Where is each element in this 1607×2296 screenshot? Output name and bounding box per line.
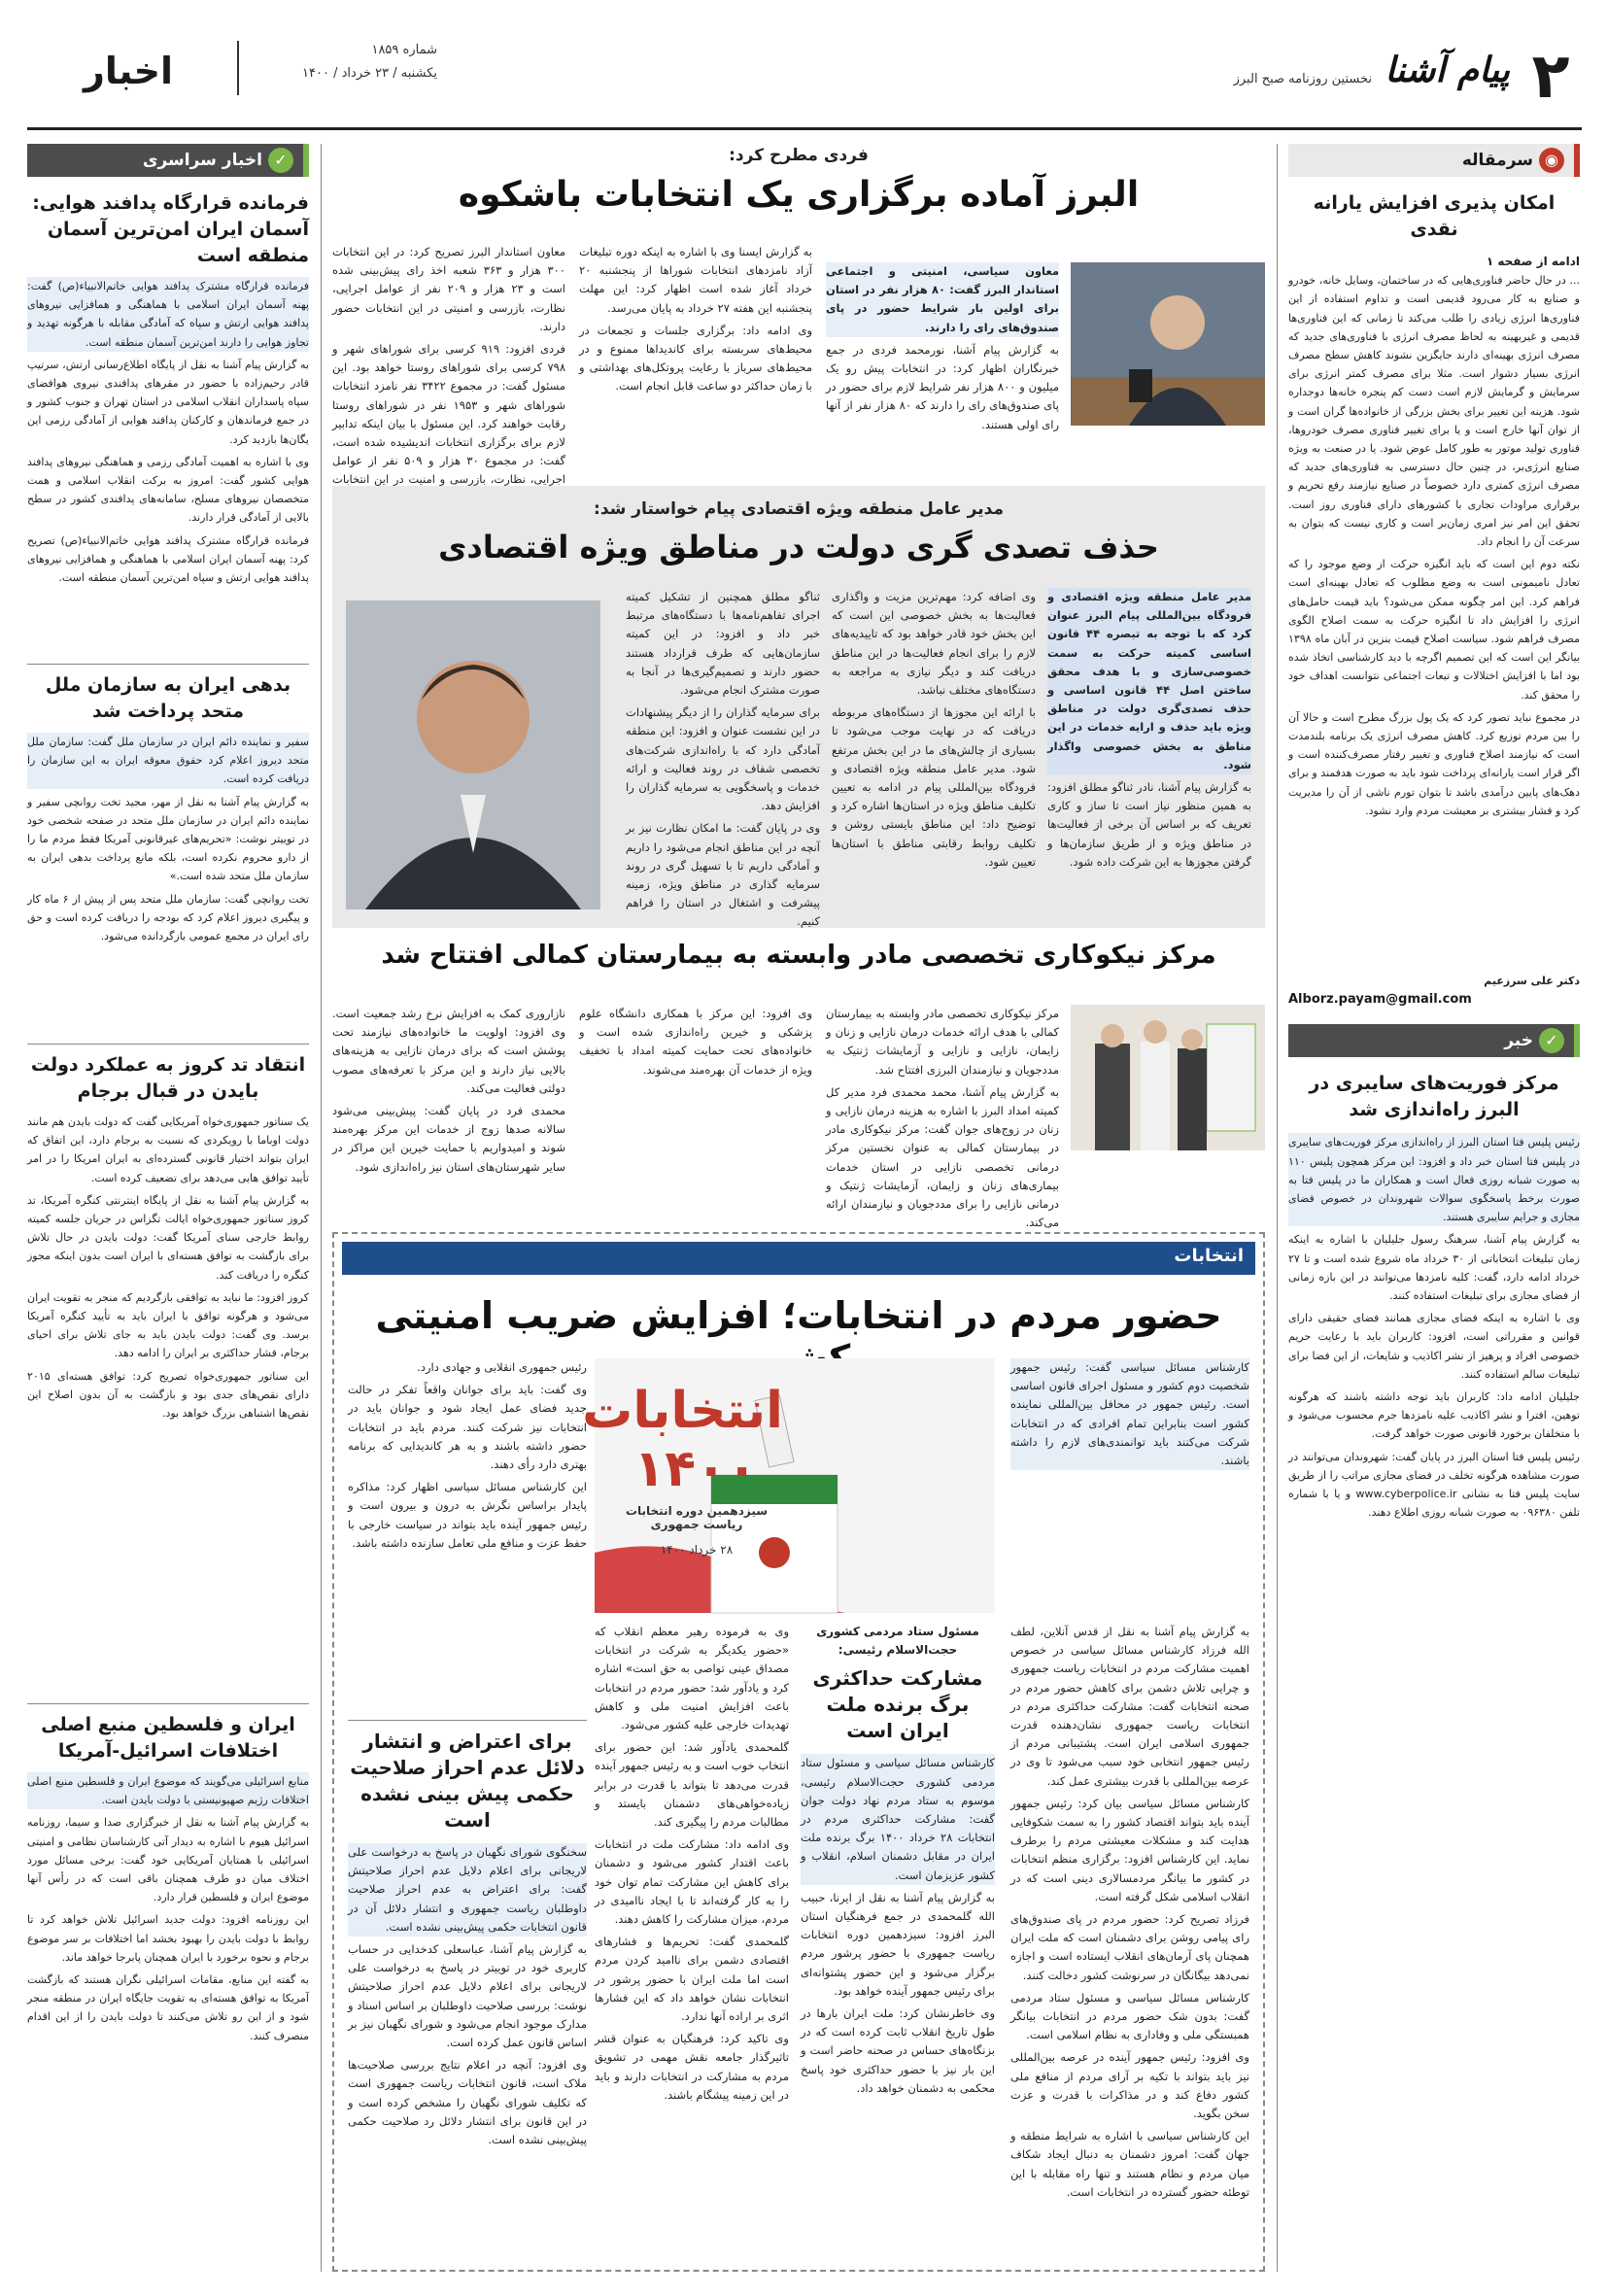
elections-paragraph: کارشناس مسائل سیاسی بیان کرد: رئیس جمهور آینده باید بتواند اقتصاد کشور را به سمت شکوفایی هدایت کند و مشکلات معیشتی مردم را برطرف نماید. این کارشناس افزود: برگزاری منظم انتخابات در کشور ما بیانگر مردمسالاری دینی است که در انقلاب اسلامی شکل گرفته است. [1010, 1796, 1249, 1903]
elections-paragraph: وی به فرموده رهبر معظم انقلاب که «حضور یکدیگر به شرکت در انتخابات مصداق عینی تواصی به حق است» اشاره کرد و یادآور شد: حضور مردم در انتخابات باعث افزایش امنیت ملی و کاهش تهدیدات خارجی علیه کشور می‌شود. [595, 1625, 789, 1732]
un-debt-body [27, 733, 309, 1036]
elections-box [332, 1232, 1265, 2272]
lead-story [332, 146, 1265, 487]
elections-label-bar [342, 1242, 1255, 1275]
airdefense-paragraph: فرمانده قرارگاه مشترک پدافند هوایی خاتم‌الانبیاء(ص) تصریح کرد: پهنه آسمان ایران اسلامی با هماهنگی و همافزایی نیروهای پدافند هوایی ارتش و سپاه امن‌ترین آسمان منطقه است. [27, 533, 309, 585]
elections-paragraph: این کارشناس سیاسی با اشاره به شرایط منطقه و جهان گفت: امروز دشمنان به دنبال ایجاد شکاف میان مردم و نظام هستند و تنها راه مقابله با این توطئه حضور گسترده در انتخابات است. [1010, 2129, 1249, 2199]
lead-paragraph: وی ادامه داد: برگزاری جلسات و تجمعات در محیط‌های سربسته برای کاندیداها ممنوع و در محیط‌های سرباز با رعایت پروتکل‌های بهداشتی و با زمان حداکثر دو ساعت قابل انجام است. [579, 323, 812, 394]
lead-col-2 [579, 243, 812, 466]
cruz-title: انتقاد تد کروز به عملکرد دولت بایدن در قبال برجام [30, 1054, 306, 1102]
page-number: ۲ [1531, 41, 1570, 113]
airdefense-paragraph: به گزارش پیام آشنا به نقل از پایگاه اطلاع‌رسانی ارتش، سرتیپ قادر رحیم‌زاده با حضور در مقرهای پدافندی نیروی هوافضای سپاه پاسداران انقلاب اسلامی در استان تهران و جنوب کشور و در جمع فرماندهان و کارکنان پدافند هوایی از آمادگی رزمی این یگان‌ها بازدید کرد. [27, 358, 309, 446]
elections-center-col [595, 1623, 789, 2254]
economic-photo [346, 600, 600, 909]
qualification-body [348, 1843, 587, 2251]
issue-number: شماره ۱۸۵۹ [371, 43, 437, 57]
ivf-title: مرکز نیکوکاری تخصصی مادر وابسته به بیمارستان کمالی افتتاح شد [381, 941, 1216, 970]
lead-intro: معاون سیاسی، امنیتی و اجتماعی استاندار البرز گفت: ۸۰ هزار نفر در استان برای اولین بار شرایط حضور در پای صندوق‌های رای را دارند. [826, 262, 1059, 337]
elections-paragraph: فرزاد تصریح کرد: حضور مردم در پای صندوق‌های رای پیامی روشن برای دشمنان است که ملت ایران همچنان پای آرمان‌های انقلاب ایستاده است و اجازه نمی‌دهد بیگانگان در سرنوشت کشور دخالت کنند. [1010, 1912, 1249, 1982]
participation-paragraph: به گزارش پیام آشنا به نقل از ایرنا، حبیب الله گلمحمدی در جمع فرهنگیان استان البرز افزود: سیزدهمین دوره انتخابات ریاست جمهوری با حضور پرشور مردم برگزار می‌شود و این حضور پشتوانه‌ای برای رئیس جمهور آینده خواهد بود. [801, 1890, 995, 1998]
elections-intro: کارشناس مسائل سیاسی گفت: رئیس جمهور شخصیت دوم کشور و مسئول اجرای قانون اساسی است. رئیس جمهور در محافل بین‌المللی نماینده کشور است بنابراین تمام افرادی که در انتخابات شرکت می‌کنند باید توانمندی‌های لازم را داشته باشند. [1010, 1358, 1249, 1470]
elections-title: حضور مردم در انتخابات؛ افزایش ضریب امنیتی [375, 1294, 1222, 1337]
cyber-paragraph: وی با اشاره به اینکه فضای مجازی همانند فضای حقیقی دارای قوانین و مقرراتی است، افزود: کاربران باید با رعایت حریم خصوصی افراد و پرهیز از نشر اکاذیب و شایعات، از این فضا برای تبلیغات سالم استفاده کنند. [1288, 1312, 1580, 1381]
elections-paragraph: وی ادامه داد: مشارکت ملت در انتخابات باعث اقتدار کشور می‌شود و دشمنان برای کاهش این مشارکت تمام توان خود را به کار گرفته‌اند تا با ایجاد ناامیدی در مردم، میزان مشارکت را کاهش دهند. [595, 1837, 789, 1927]
issue-date: یکشنبه / ۲۳ خرداد / ۱۴۰۰ [302, 66, 437, 81]
editorial-body [1288, 271, 1580, 966]
airdefense-title: فرمانده قرارگاه پدافند هوایی: آسمان ایران امن‌ترین آسمان منطقه است [32, 192, 309, 266]
masthead-tagline: نخستین روزنامه صبح البرز [1233, 72, 1372, 86]
cruz-paragraph: به گزارش پیام آشنا به نقل از پایگاه اینترنتی کنگره آمریکا، تد کروز سناتور جمهوری‌خواه ایالت تگزاس در جریان جلسه کمیته روابط خارجی سنای آمریکا گفت: دولت بایدن در حال تلاش برای بازگشت به توافق هسته‌ای با ایران است بدون اینکه مجوز کنگره را دریافت کند. [27, 1193, 309, 1282]
cyber-lead: رئیس پلیس فتا استان البرز از راه‌اندازی مرکز فوریت‌های سایبری در پلیس فتا استان خبر داد و افزود: این مرکز همچون پلیس ۱۱۰ به صورت شبانه روزی فعال است و همکاران ما در پلیس فتا به صورت برخط پاسخگوی سوالات شهروندان در خصوص فضای مجازی و جرایم سایبری هستند. [1288, 1133, 1580, 1226]
elections-paragraph: کارشناس مسائل سیاسی و مسئول ستاد مردمی گفت: بدون شک حضور مردم در انتخابات بیانگر همبستگی ملی و وفاداری به نظام اسلامی است. [1010, 1990, 1249, 2042]
participation-title: مشارکت حداکثری برگ برنده ملت ایران است [812, 1666, 983, 1743]
cyber-body [1288, 1133, 1580, 2124]
right-column [1288, 144, 1580, 2272]
qualification-paragraph: به گزارش پیام آشنا، عباسعلی کدخدایی در حساب کاربری خود در توییتر در پاسخ به درخواست علی لاریجانی برای اعلام دلایل عدم احراز صلاحیتش نوشت: بررسی صلاحیت داوطلبان بر اساس اسناد و مدارک موجود انجام می‌شود و شورای نگهبان نیز بر اساس قانون عمل کرده است. [348, 1942, 587, 2050]
editorial-author: دکتر علی سرزعیم [1484, 975, 1580, 988]
un-debt-title: بدهی ایران به سازمان ملل متحد پرداخت شد [45, 674, 291, 722]
elections-paragraph: وی تاکید کرد: فرهنگیان به عنوان قشر تاثیرگذار جامعه نقش مهمی در تشویق مردم به مشارکت در انتخابات دارند و باید در این زمینه پیشگام باشند. [595, 2032, 789, 2102]
qualification-lead: سخنگوی شورای نگهبان در پاسخ به درخواست علی لاریجانی برای اعلام دلایل عدم احراز صلاحیتش گفت: برای اعتراض به عدم احراز صلاحیت داوطلبان ریاست جمهوری و انتشار دلائل آن در قانون انتخابات حکمی پیش‌بینی نشده است. [348, 1843, 587, 1936]
masthead-divider [237, 41, 239, 95]
ivf-paragraph: مرکز نیکوکاری تخصصی مادر وابسته به بیمارستان کمالی با هدف ارائه خدمات درمان نازایی و زنان و زایمان، نازایی و نازایی و آزمایشات ژنتیک به مددجویان و نیازمندان البرزی افتتاح شد. [826, 1007, 1059, 1077]
un-debt-paragraph: به گزارش پیام آشنا به نقل از مهر، مجید تخت روانچی سفیر و نماینده دائم ایران در سازمان ملل متحد در صفحه شخصی خود در توییتر نوشت: «تحریم‌های غیرقانونی آمریکا فقط مردم ما را از دارو محروم نکرده است، بلکه مانع پرداخت بدهی ایران به سازمان ملل متحد شده است.» [27, 795, 309, 883]
column-rule [1277, 144, 1278, 2272]
airdefense-body [27, 277, 309, 656]
poster-text: انتخابات ۱۴۰۰ [582, 1382, 783, 1498]
elections-label: انتخابات [1174, 1246, 1244, 1266]
elections-right-col [1010, 1623, 1249, 2254]
editorial-label: ◉سرمقاله [1288, 144, 1580, 177]
economic-zones-story [332, 486, 1265, 928]
lead-paragraph: به گزارش ایسنا وی با اشاره به اینکه دوره تبلیغات آزاد نامزدهای انتخابات شوراها از پنجشنبه ۲۰ خرداد آغاز شده است اظهار کرد: این مهلت پنجشنبه این هفته ۲۷ خرداد به پایان می‌رسد. [579, 245, 812, 315]
lead-paragraph: فردی افزود: ۹۱۹ کرسی برای شوراهای شهر و ۷۹۸ کرسی برای شوراهای روستا خواهد بود. این مسئول گفت: در مجموع ۳۴۲۲ نفر نامزد انتخابات شوراهای شهر و ۱۹۵۳ نفر در شوراهای روستا رقابت خواهند کرد. این مسئول با بیان اینکه تدابیر لازم برای برگزاری انتخابات اندیشیده شده است، گفت: در مجموع ۳۰ هزار و ۵۰۹ نفر از عوامل اجرایی، نظارت، بازرسی و امنیت در این انتخابات [332, 342, 565, 487]
participation-kicker: مسئول ستاد مردمی کشوری حجت‌الاسلام رئیسی: [816, 1625, 979, 1658]
participation-paragraph: وی خاطرنشان کرد: ملت ایران بارها در طول تاریخ انقلاب ثابت کرده است که در بزنگاه‌های حساس در صحنه حاضر است و این بار نیز با حضور حداکثری خود پاسخ محکمی به دشمنان خواهد داد. [801, 2006, 995, 2095]
news-label: ✓خبر [1288, 1024, 1580, 1057]
check-icon: ✓ [268, 148, 293, 173]
israel-us-paragraph: به گزارش پیام آشنا به نقل از خبرگزاری صدا و سیما، روزنامه اسرائیل هیوم با اشاره به دیدار آتی کارشناسان نظامی و امنیتی اسرائیلی با همتایان آمریکایی خود گفت: برخی مسائل مورد اختلاف میان دو طرف همچنان باقی است که در رأس آنها موضوع ایران و فلسطین قرار دارد. [27, 1816, 309, 1904]
economic-col-3 [626, 588, 820, 929]
cyber-paragraph: به گزارش پیام آشنا، سرهنگ رسول جلیلیان با اشاره به اینکه زمان تبلیغات انتخاباتی از ۳۰ خرداد ماه شروع شده است و تا ۲۷ خرداد ادامه دارد، گفت: کلیه نامزدها می‌توانند در این بازه زمانی از فضای مجازی برای تبلیغات استفاده کنند. [1288, 1233, 1580, 1303]
elections-paragraph: گلمحمدی یادآور شد: این حضور برای انتخاب خوب است و به رئیس جمهور آینده قدرت می‌دهد تا بتواند با قدرت در برابر زیاده‌خواهی‌های دشمنان بایستد و مطالبات مردم را پیگیری کند. [595, 1740, 789, 1830]
divider [348, 1720, 587, 1721]
ivf-paragraph: به گزارش پیام آشنا، محمد محمدی فرد مدیر کل کمیته امداد البرز با اشاره به هزینه درمان نازایی و زنان در زوج‌های جوان گفت: مرکز نیکوکاری مادر در بیمارستان کمالی به عنوان نخستین مرکز درمانی تخصصی نازایی در استان خدمات بیماری‌های زنان و زایمان، آزمایشات ژنتیک و درمانی نازایی را برای مددجویان و نیازمندان ارائه می‌کند. [826, 1084, 1059, 1230]
israel-us-lead: منابع اسرائیلی می‌گویند که موضوع ایران و فلسطین منبع اصلی اختلافات رژیم صهیونیستی با دولت بایدن است. [27, 1772, 309, 1809]
ivf-paragraph: نازاروری کمک به افزایش نرخ رشد جمعیت است. وی افزود: اولویت ما خانواده‌های نیازمند تحت پوشش است که برای درمان نازایی به هزینه‌های بالایی نیاز دارند و این مرکز با تعرفه‌های مصوب دولتی فعالیت می‌کند. [332, 1007, 565, 1095]
ivf-photo [1071, 1005, 1265, 1150]
un-debt-lead: سفیر و نماینده دائم ایران در سازمان ملل گفت: سازمان ملل متحد دیروز اعلام کرد حقوق معوقه ایران به این سازمان را دریافت کرده است. [27, 733, 309, 789]
editorial-paragraph: در مجموع نباید تصور کرد که یک پول بزرگ مطرح است و حالا آن را بین مردم توزیع کرد. کاهش مصرف انرژی یک برنامه بلندمدت است که نیازمند اصلاح فناوری و تغییر رفتار مصرف‌کننده است و اگر قرار است یارانه‌ای پرداخت شود باید به صورت هدفمند و برای دهک‌های پایین درآمدی باشد تا بتوان تورم ناشی از آن را مدیریت کرد و فشار بیشتری بر معیشت مردم وارد نشود. [1288, 710, 1580, 817]
poster-date: ۲۸ خرداد ۱۴۰۰ [660, 1543, 734, 1557]
poster-sub: سیزدهمین دوره انتخابات ریاست جمهوری [625, 1504, 769, 1531]
elections-paragraph: وی افزود: رئیس جمهور آینده در عرصه بین‌المللی نیز باید بتواند با تکیه بر آرای مردم از منافع ملی کشور دفاع کند و در مذاکرات با قدرت و عزت سخن بگوید. [1010, 2050, 1249, 2121]
cyber-title: مرکز فوریت‌های سایبری در البرز راه‌اندازی شد [1309, 1073, 1559, 1121]
ivf-paragraph: وی افزود: این مرکز با همکاری دانشگاه علوم پزشکی و خیرین راه‌اندازی شده است و خانواده‌های تحت حمایت کمیته امداد با تخفیف ویژه از خدمات آن بهره‌مند می‌شوند. [579, 1007, 812, 1077]
elections-left-col [348, 1358, 587, 1708]
ivf-col-1 [826, 1005, 1059, 1230]
editorial-icon: ◉ [1539, 148, 1564, 173]
masthead-logo: پیام آشنا [1385, 50, 1510, 90]
elections-paragraph: رئیس جمهوری انقلابی و جهادی دارد. [417, 1360, 587, 1374]
lead-paragraph: به گزارش پیام آشنا، نورمحمد فردی در جمع خبرنگاران اظهار کرد: در انتخابات پیش رو یک میلیون و ۸۰۰ هزار نفر شرایط لازم برای حضور در پای صندوق‌های رای را دارند که ۸۰ هزار نفر از آنها رای اولی هستند. [826, 342, 1060, 431]
left-column [27, 144, 309, 2272]
cyber-paragraph: رئیس پلیس فتا استان البرز در پایان گفت: شهروندان می‌توانند در صورت مشاهده هرگونه تخلف در فضای مجازی مراتب را از طریق سایت پلیس فتا به نشانی www.cyberpolice.ir و یا با شماره تلفن ۰۹۶۳۸۰ به صورت شبانه روزی اطلاع دهند. [1288, 1450, 1580, 1520]
israel-us-title: ایران و فلسطین منبع اصلی اختلافات اسرائیل-آمریکا [41, 1714, 295, 1762]
cruz-paragraph: کروز افزود: ما نباید به توافقی بازگردیم که منجر به تقویت ایران می‌شود و هرگونه توافق با ایران باید به تأیید کنگره آمریکا برسد. وی گفت: دولت بایدن باید به جای تلاش برای احیای برجام، فشار حداکثری بر ایران را ادامه دهد. [27, 1290, 309, 1360]
economic-paragraph: به گزارش پیام آشنا، نادر ثناگو مطلق افزود: به همین منظور نیاز است تا ساز و کاری تعریف که بر اساس آن برخی از فعالیت‌ها در مناطق ویژه و از طریق سازمان‌ها و گرفتن مجوزها به این شرکت داده شود. [1047, 780, 1251, 869]
divider [27, 664, 309, 665]
lead-col-3 [332, 243, 565, 487]
economic-title: حذف تصدی گری دولت در مناطق ویژه اقتصادی [438, 529, 1159, 565]
qualification-title: برای اعتراض و انتشار دلائل عدم احراز صلاحیت حکمی پیش بینی نشده است [350, 1730, 585, 1832]
economic-kicker: مدیر عامل منطقه ویژه اقتصادی پیام خواستار شد: [594, 499, 1004, 519]
cruz-paragraph: یک سناتور جمهوری‌خواه آمریکایی گفت که دولت بایدن هم مانند دولت اوباما با رویکردی که نسبت به برجام دارد، این اتفاق که ایران بتواند اختیار قانونی گسترده‌ای به ایران امریکا را در امر تأیید توافق هایی می‌دهد برای تضعیف کرده است. [27, 1115, 309, 1184]
qualification-story [348, 1720, 587, 2254]
elections-poster [582, 1358, 995, 1613]
elections-intro-col [1010, 1358, 1249, 1611]
israel-us-paragraph: به گفته این منابع، مقامات اسرائیلی نگران هستند که بازگشت آمریکا به توافق هسته‌ای به تقویت جایگاه ایران در منطقه منجر شود و از این رو تلاش می‌کنند تا دولت بایدن را از این اقدام منصرف کنند. [27, 1973, 309, 2042]
lead-title: البرز آماده برگزاری یک انتخابات باشکوه [458, 175, 1140, 215]
editorial-paragraph: نکته دوم این است که باید انگیزه حرکت از وضع موجود را که تعادل نامیمونی است به وضع مطلوب که تعادل بهینه‌ای است فراهم کرد. این امر چگونه ممکن می‌شود؟ باید قیمت حامل‌های انرژی را افزایش داد تا انگیزه حرکت به سمت اصلاح الگوی مصرف فراهم شود. سیاست اصلاح قیمت بنزین در آبان ماه ۱۳۹۸ بیانگر این است که این تصمیم اگرچه با دید کارشناسی اتخاذ شده بود اما با افزایش اختلالات و تبعات اجتماعی نتوانست اهداف خود را محقق کند. [1288, 558, 1580, 702]
economic-paragraph: وی اضافه کرد: مهم‌ترین مزیت و واگذاری فعالیت‌ها به بخش خصوصی این است که این بخش خود قادر خواهد بود که تاییدیه‌های لازم را برای انجام فعالیت‌ها در این مناطق دریافت کند و دیگر نیازی به مراجعه به دستگاه‌های مختلف نباشد. [832, 590, 1036, 698]
elections-paragraph: وی گفت: باید برای جوانان واقعاً تفکر در حالت جدید فضای عمل ایجاد شود و جوانان باید در انتخابات نیز شرکت کنند. مردم باید در انتخابات حضور داشته باشند و به هر کاندیدایی که برنامه بهتری دارد رأی دهند. [348, 1383, 587, 1472]
ivf-story [332, 941, 1265, 1230]
economic-col-1 [1047, 588, 1251, 918]
economic-paragraph: وی در پایان گفت: ما امکان نظارت نیز بر آنچه در این مناطق انجام می‌شود را داریم و آمادگی داریم تا با تسهیل گری در روند سرمایه گذاری در مناطق ویژه، زمینه پیشرفت و اشتغال در استان را فراهم کنیم. [626, 821, 820, 929]
lead-kicker: فردی مطرح کرد: [729, 146, 869, 165]
airdefense-paragraph: وی با اشاره به اهمیت آمادگی رزمی و هماهنگی نیروهای پدافند هوایی کشور گفت: امروز به برکت انقلاب اسلامی و همت متخصصان نیروهای مسلح، سامانه‌های پدافندی کشور در سطح بالایی از آمادگی قرار دارند. [27, 455, 309, 525]
elections-paragraph: به گزارش پیام آشنا به نقل از قدس آنلاین، لطف الله فرزاد کارشناس مسائل سیاسی در خصوص اهمیت مشارکت مردم در انتخابات ریاست جمهوری و چرایی تلاش دشمن برای کاهش حضور مردم در صحنه انتخابات گفت: مشارکت حداکثری مردم در انتخابات ریاست جمهوری نشان‌دهنده قدرت جمهوری اسلامی ایران است. پشتیبانی مردم از رئیس جمهور انتخابی خود سبب می‌شود تا وی در عرصه بین‌المللی با قدرت بیشتری عمل کند. [1010, 1625, 1249, 1788]
divider [27, 1703, 309, 1704]
economic-col-2 [832, 588, 1036, 918]
lead-col-1 [826, 262, 1059, 466]
economic-paragraph: برای سرمایه گذاران را از دیگر پیشنهادات در این نشست عنوان و افزود: این منطقه آمادگی دارد که با راه‌اندازی شرکت‌های تخصصی شفاف در روند فعالیت و ارائه خدمات و پاسخگویی به سرمایه گذاران را افزایش دهد. [626, 705, 820, 813]
israel-us-paragraph: این روزنامه افزود: دولت جدید اسرائیل تلاش خواهد کرد تا روابط با دولت بایدن را بهبود بخشد اما اختلافات بر سر موضوع برجام و نحوه برخورد با ایران همچنان پابرجا خواهد ماند. [27, 1913, 309, 1964]
section-name: اخبار [83, 50, 174, 92]
check-icon: ✓ [1539, 1028, 1564, 1053]
elections-paragraph: این کارشناس مسائل سیاسی اظهار کرد: مذاکره پایدار براساس نگرش به درون و بیرون است و رئیس جمهور آینده باید بتواند در سیاست خارجی با حفظ عزت و منافع ملی تعامل سازنده داشته باشد. [348, 1480, 587, 1550]
economic-intro: مدیر عامل منطقه ویژه اقتصادی و فرودگاه بین‌المللی پیام البرز عنوان کرد که با توجه به تبصره ۴۴ قانون اساسی کمیته حرکت به سمت خصوصی‌سازی و با هدف محقق ساختن اصل ۴۴ قانون اساسی و حذف تصدی‌گری دولت در مناطق ویژه باید حذف و ارایه خدمات در این مناطق به بخش خصوصی واگذار شود. [1047, 588, 1251, 774]
masthead [27, 37, 1582, 130]
ivf-paragraph: محمدی فرد در پایان گفت: پیش‌بینی می‌شود سالانه صدها زوج از خدمات این مرکز بهره‌مند شوند و امیدواریم با حمایت خیرین این مراکز در سایر شهرستان‌های استان نیز راه‌اندازی شود. [332, 1104, 565, 1174]
lead-photo [1071, 262, 1265, 426]
qualification-paragraph: وی افزود: آنچه در اعلام نتایج بررسی صلاحیت‌ها ملاک است، قانون انتخابات ریاست جمهوری است که تکلیف شورای نگهبان را مشخص کرده است و در این قانون برای انتشار دلائل رد صلاحیت حکمی پیش‌بینی نشده است. [348, 2058, 587, 2147]
cruz-body [27, 1113, 309, 1696]
editorial-continued: ادامه از صفحه ۱ [1486, 255, 1580, 268]
participation-body [801, 1754, 995, 2259]
ivf-col-3 [332, 1005, 565, 1209]
editorial-title: امکان پذیری افزایش یارانه نقدی [1313, 192, 1556, 240]
un-debt-paragraph: تخت روانچی گفت: سازمان ملل متحد پس از پیش از ۶ ماه کار و پیگیری دیروز اعلام کرد که بودجه را دریافت کرده است و حق رای ایران در مجمع عمومی بازگردانده می‌شود. [27, 892, 309, 943]
divider [27, 1044, 309, 1045]
column-rule [321, 144, 322, 2272]
participation-lead: کارشناس مسائل سیاسی و مسئول ستاد مردمی کشوری حجت‌الاسلام رئیسی، موسوم به ستاد مردم نهاد دولت جوان گفت: مشارکت حداکثری مردم در انتخابات ۲۸ خرداد ۱۴۰۰ برگ برنده ملت ایران در مقابل دشمنان اسلام، انقلاب و کشور عزیزمان است. [801, 1754, 995, 1884]
economic-paragraph: با ارائه این مجوزها از دستگاه‌های مربوطه دریافت که در نهایت موجب می‌شود تا بسیاری از چالش‌های ما در این بخش مرتفع شود. مدیر عامل منطقه ویژه اقتصادی و فرودگاه بین‌المللی پیام در ادامه به تعیین تکلیف مناطق ویژه در استان‌ها اشاره کرد و توضیح داد: این مناطق بایستی روشن و تکلیف روابط رقابتی مناطق با استان‌ها تعیین شود. [832, 705, 1036, 869]
elections-paragraph: گلمحمدی گفت: تحریم‌ها و فشارهای اقتصادی دشمن برای ناامید کردن مردم است اما ملت ایران با حضور پرشور در انتخابات نشان خواهد داد که این فشارها اثری بر اراده آنها ندارد. [595, 1935, 789, 2024]
economic-paragraph: ثناگو مطلق همچنین از تشکیل کمیته اجرای تفاهم‌نامه‌ها با دستگاه‌های مرتبط خبر داد و افزود: در این کمیته سازمان‌هایی که طرف قرارداد هستند حضور دارند و تصمیم‌گیری‌ها در آنجا به صورت مشترک انجام می‌شود. [626, 590, 820, 698]
editorial-email[interactable]: Alborz.payam@gmail.com [1288, 992, 1472, 1008]
editorial-paragraph: ... در حال حاضر فناوری‌هایی که در ساختمان، وسایل خانه، خودرو و صنایع به کار می‌رود قدیمی است و تداوم استفاده از این فناوری‌ها انرژی زیادی را طلب می‌کند تا زمانی که این فناوری‌ها قدیمی و غیربهینه به لحاظ مصرف انرژی با فناوری‌های جدید که مصرف انرژی بهینه‌ای دارند جایگزین نشوند کاهش سطح مصرف انرژی بسیار دشوار است. مثلا برای مصرف کمتر انرژی برای سرمایش و گرمایش لازم است دست کم پنجره خانه‌ها دوجداره شود. هزینه این تغییر برای بخش بزرگی از خانواده‌ها گران است و از توان آنها خارج است و یا برای تغییر فناوری مصرف خودروها، فناوری تولید موتور به طور کامل عوض شود. یا در صنعت به ویژه صنایع انرژی‌بر، در چنین حال دسترسی به فناوری‌های جدید که مصرف انرژی کمتری دارد خصوصاً در صنایع نیازمند رفع تحریم و برقراری مراودات تجاری با کشورهای دارای فناوری روز است. تحقق این امر نیز امری زمان‌بر است و کاری نیست که بتوان به سرعت آن را انجام داد. [1288, 274, 1580, 549]
cyber-paragraph: جلیلیان ادامه داد: کاربران باید توجه داشته باشند که هرگونه توهین، افترا و نشر اکاذیب علیه نامزدها جرم محسوب می‌شود و با متخلفان برخورد قانونی صورت خواهد گرفت. [1288, 1390, 1580, 1441]
lead-paragraph: معاون استاندار البرز تصریح کرد: در این انتخابات ۳۰۰ هزار و ۳۶۳ شعبه اخذ رای پیش‌بینی شده است و ۲۳ هزار و ۲۰۹ نفر از عوامل اجرایی، نظارت، بازرسی و امنیتی در این انتخابات حضور دارند. [332, 245, 565, 333]
israel-us-body [27, 1772, 309, 2093]
cruz-paragraph: این سناتور جمهوری‌خواه تصریح کرد: توافق هسته‌ای ۲۰۱۵ دارای نقص‌های جدی بود و بازگشت به آن بدون اصلاح این نقص‌ها اشتباهی بزرگ خواهد بود. [27, 1369, 309, 1421]
airdefense-lead: فرمانده قرارگاه مشترک پدافند هوایی خاتم‌الانبیاء(ص) گفت: پهنه آسمان ایران اسلامی با هماهنگی و همافزایی نیروهای پدافند هوایی ارتش و سپاه که آمادگی مقابله با هرگونه تهدید و تجاوز هوایی را دارند امن‌ترین آسمان منطقه است. [27, 277, 309, 352]
national-news-label: ✓اخبار سراسری [27, 144, 309, 177]
participation-story [801, 1623, 995, 2254]
ivf-col-2 [579, 1005, 812, 1209]
